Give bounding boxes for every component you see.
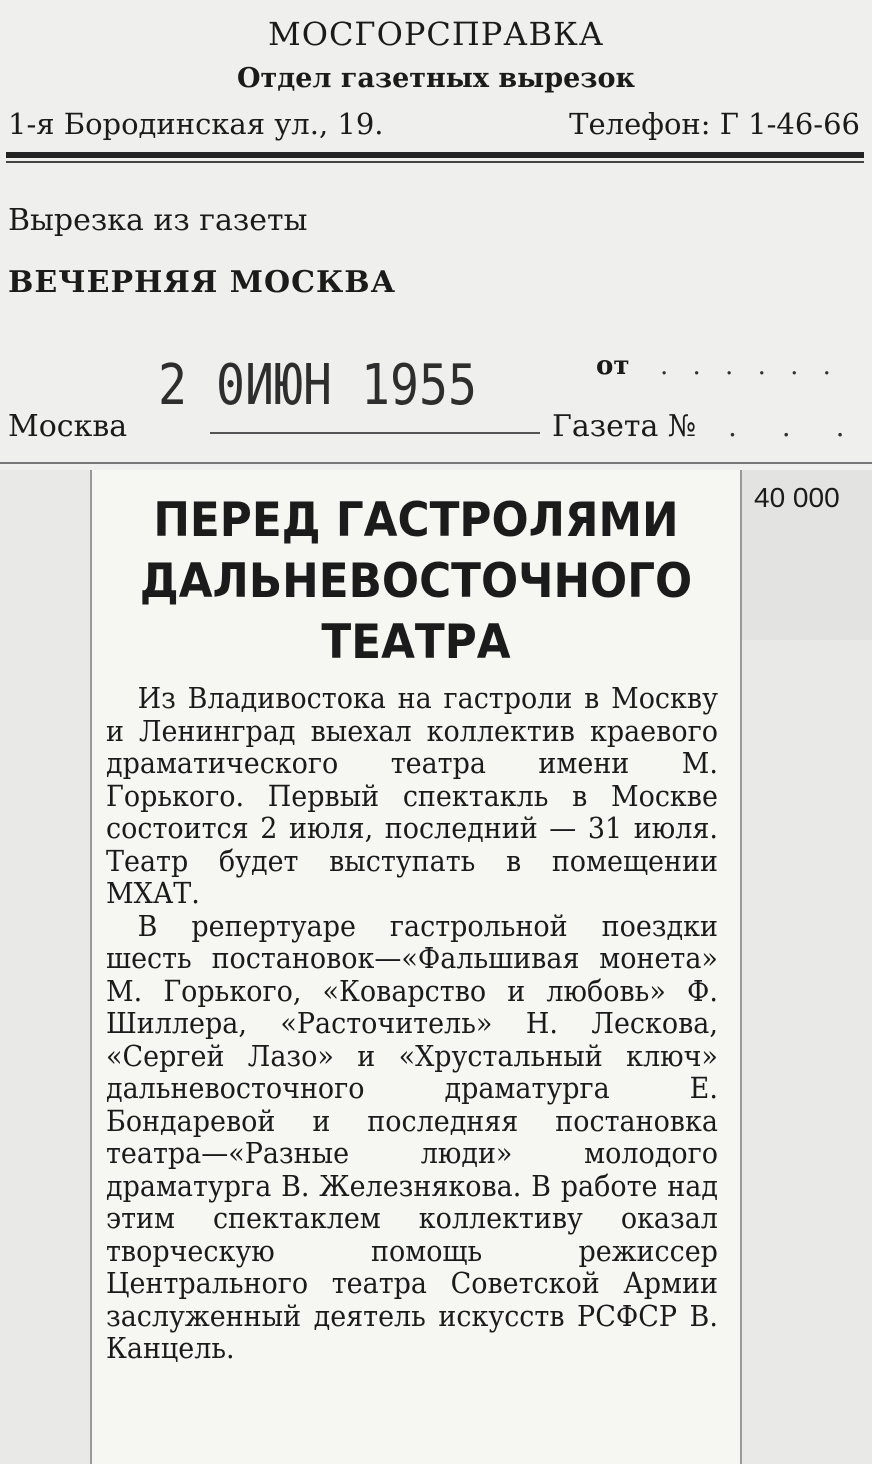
bureau-title: МОСГОРСПРАВКА xyxy=(267,15,605,53)
article-paragraph: Из Владивостока на гастроли в Москву и Ленинград выехал коллектив краевого драматического театра имени М. Горького. Первый спектакль в Москве состоится 2 июля, последний — 31 июля. Театр будет выступать в помещении МХАТ. xyxy=(106,681,718,910)
article-paragraph: В репертуаре гастрольной поездки шесть постановок—«Фальшивая монета» М. Горького, «Коварство и любовь» Ф. Шиллера, «Расточитель» Н. Лескова, «Сергей Лазо» и «Хрустальный ключ» дальневосточного драматурга Е. Бондаревой и последняя постановка театра—«Разные люди» молодого драматурга В. Железнякова. В работе над этим спектаклем коллективу оказал творческую помощь режиссер Центрального театра Советской Армии заслуженный деятель искусств РСФСР В. Канцель. xyxy=(106,908,718,1365)
clipping-label: Вырезка из газеты xyxy=(8,203,308,238)
article-headline: ПЕРЕД ГАСТРОЛЯМИ ДАЛЬНЕВОСТОЧНОГО ТЕАТРА xyxy=(139,493,693,670)
issue-number-label: Газета № xyxy=(552,409,697,444)
bureau-address: 1-я Бородинская ул., 19. xyxy=(8,107,384,141)
date-stamp: 2 0ИЮН 1955 xyxy=(158,353,477,418)
article-body xyxy=(106,682,718,1365)
from-blank: . . . . . . xyxy=(660,351,839,381)
header-divider xyxy=(6,152,864,158)
newspaper-clipping xyxy=(90,470,742,1464)
from-label: от xyxy=(596,351,630,381)
stamp-underline xyxy=(210,432,540,434)
issue-number-blank: . . . xyxy=(728,410,863,443)
bureau-phone: Телефон: Г 1-46-66 xyxy=(569,107,860,141)
newspaper-name: ВЕЧЕРНЯЯ МОСКВА xyxy=(8,265,397,300)
clipping-form-header xyxy=(0,0,872,470)
city-label: Москва xyxy=(8,409,128,444)
form-bottom-rule xyxy=(0,462,872,464)
bureau-department: Отдел газетных вырезок xyxy=(237,63,635,94)
header-divider-thin xyxy=(6,161,864,163)
circulation-value: 40 000 xyxy=(754,482,840,513)
